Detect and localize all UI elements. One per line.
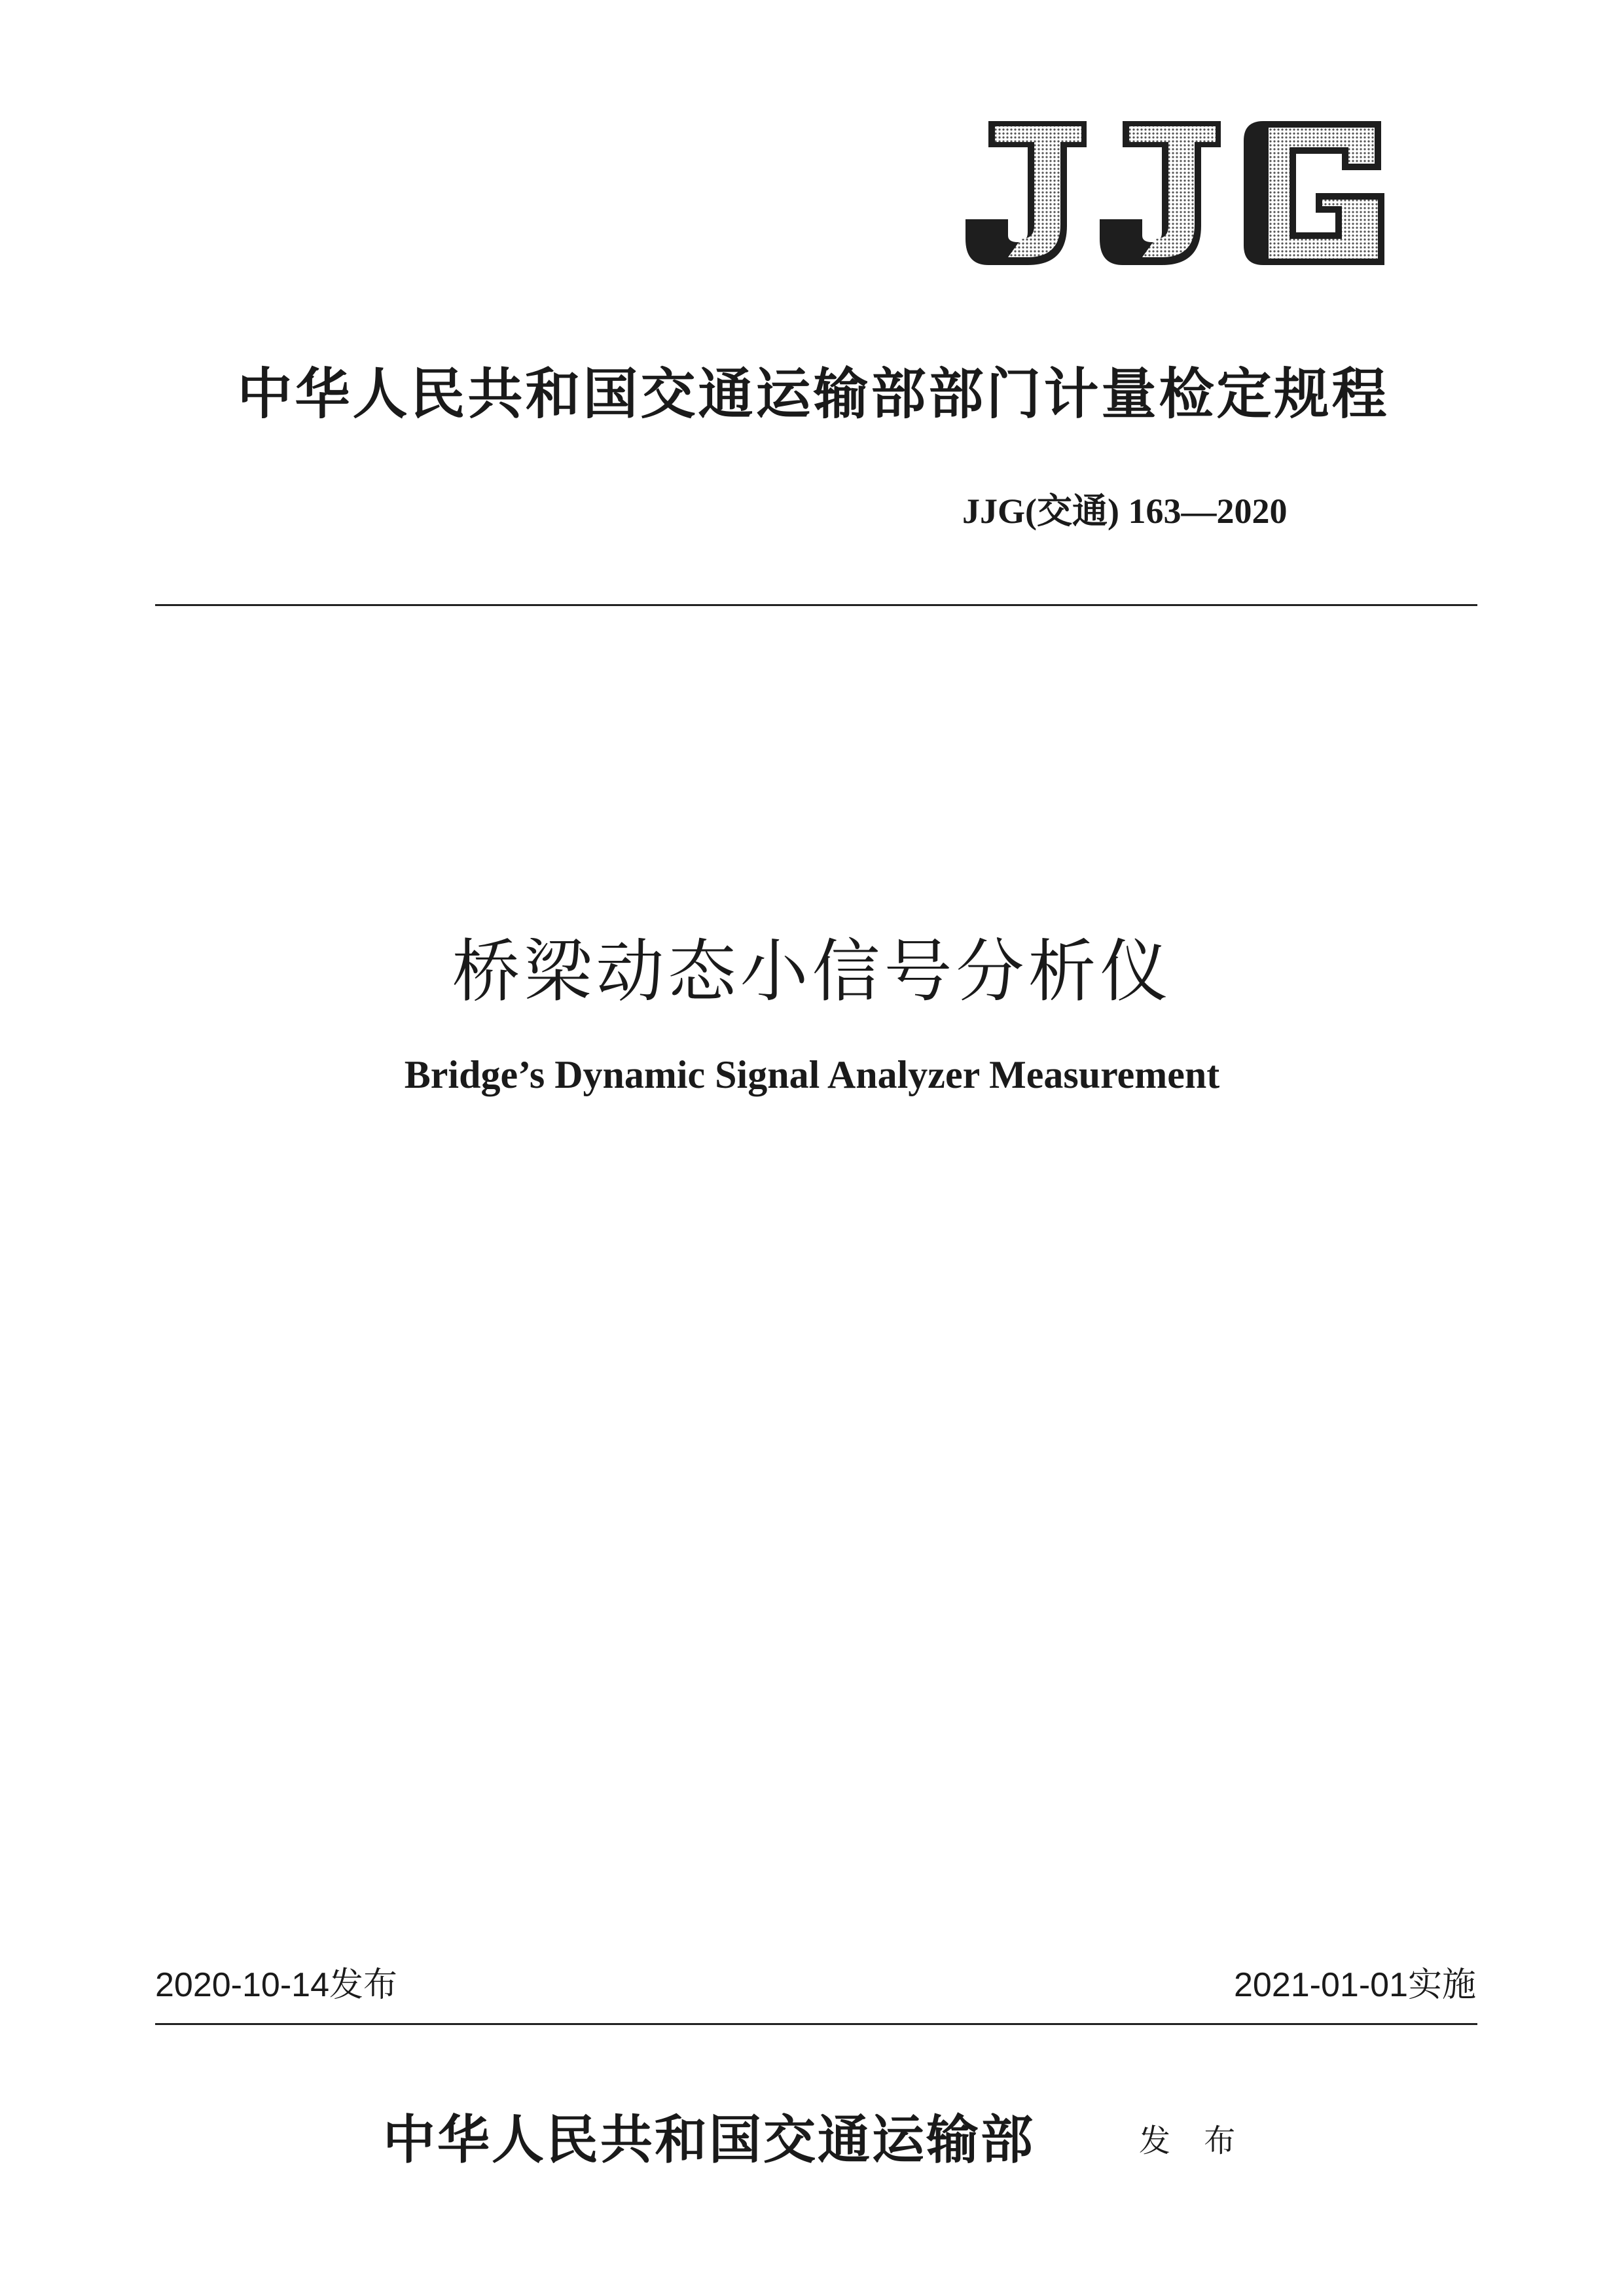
standard-code: JJG(交通) 163—2020 [962, 492, 1288, 531]
publish-label: 发 布 [1139, 2123, 1248, 2159]
issue-date: 2020-10-14发布 [155, 1966, 397, 2004]
implementation-date: 2021-01-01实施 [1234, 1966, 1476, 2004]
standard-series-title: 中华人民共和国交通运输部部门计量检定规程 [237, 361, 1390, 426]
document-title-english: Bridge’s Dynamic Signal Analyzer Measurement [404, 1053, 1220, 1096]
document-title-chinese: 桥梁动态小信号分析仪 [452, 931, 1172, 1011]
logo-letter-g [1244, 121, 1384, 265]
logo-letter-j1 [965, 121, 1087, 265]
jjg-logo [962, 108, 1407, 278]
logo-letter-j2 [1100, 121, 1221, 265]
top-divider [155, 604, 1477, 606]
publisher-name: 中华人民共和国交通运输部 [383, 2109, 1035, 2170]
bottom-divider [155, 2023, 1477, 2025]
